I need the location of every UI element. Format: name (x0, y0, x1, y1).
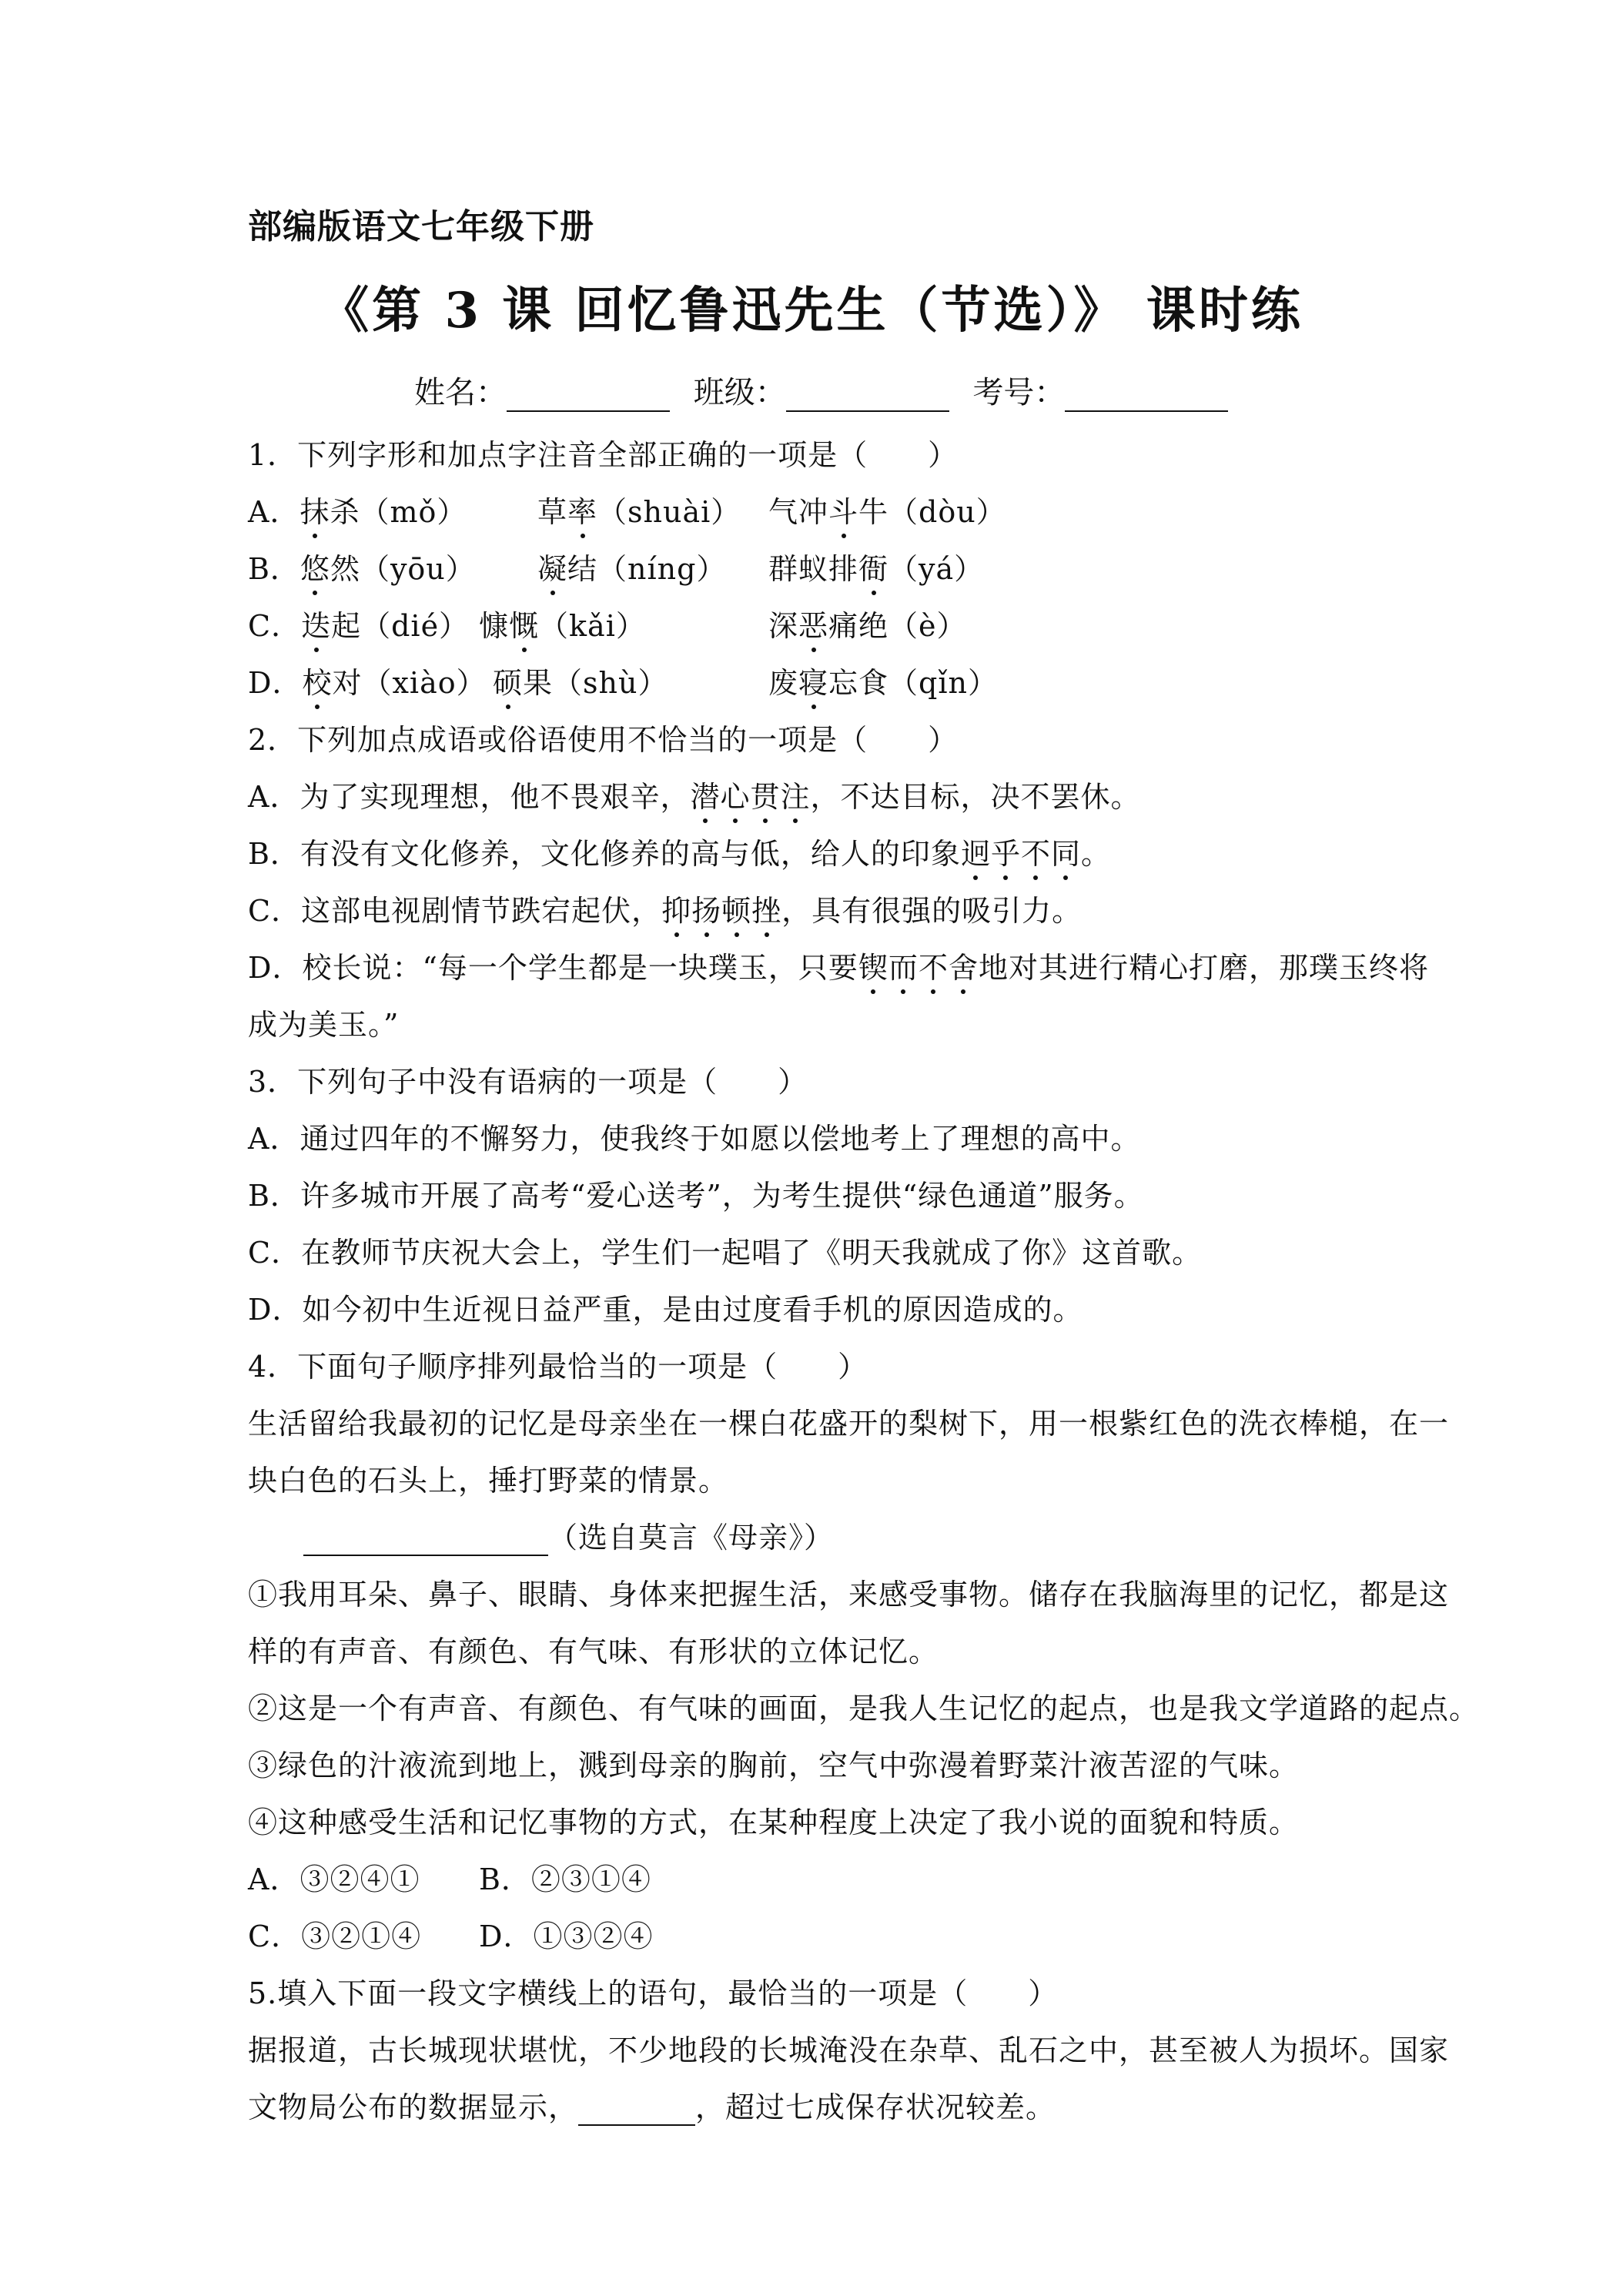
q2-option-c: C．这部电视剧情节跌宕起伏，抑扬顿挫，具有很强的吸引力。 (248, 887, 1082, 929)
q3-option-d: D．如今初中生近视日益严重，是由过度看手机的原因造成的。 (248, 1293, 1083, 1327)
q1-d-part3: 废寝忘食（qǐn） (768, 659, 998, 701)
q1-b-part3: 群蚁排衙（yá） (768, 545, 984, 587)
q3-option-a: A．通过四年的不懈努力，使我终于如愿以偿地考上了理想的高中。 (248, 1122, 1141, 1156)
q1-b-part2: 凝结（níng） (537, 545, 726, 587)
document-title: 《第 3 课 回忆鲁迅先生（节选）》 课时练 (320, 282, 1303, 340)
q3-option-c: C．在教师节庆祝大会上，学生们一起唱了《明天我就成了你》这首歌。 (248, 1236, 1203, 1270)
q4-option-b: B．②③①④ (479, 1863, 651, 1896)
q4-option-c: C．③②①④ (248, 1919, 422, 1953)
emphasis-char: 迥 (961, 830, 991, 872)
q4-passage-line-1: 生活留给我最初的记忆是母亲坐在一棵白花盛开的梨树下，用一根紫红色的洗衣棒槌，在一 (248, 1407, 1450, 1441)
class-blank[interactable] (786, 381, 949, 412)
q1-b-part1: B．悠然（yōu） (248, 545, 476, 587)
q4-option-a: A．③②④① (248, 1863, 420, 1896)
q1-a-part3: 气冲斗牛（dòu） (768, 488, 1006, 530)
q5-stem: 5.填入下面一段文字横线上的语句，最恰当的一项是（ ） (248, 1976, 1059, 2010)
q2-c-idiom (661, 894, 781, 928)
exam-number-label: 考号： (972, 375, 1066, 410)
q1-c-part2: 慷慨（kǎi） (479, 602, 646, 644)
q2-option-b: B．有没有文化修养，文化修养的高与低，给人的印象迥乎不同。 (248, 830, 1111, 872)
q4-sentence-4: ④这种感受生活和记忆事物的方式，在某种程度上决定了我小说的面貌和特质。 (248, 1806, 1300, 1839)
emphasis-char: 乎 (991, 830, 1021, 872)
q4-sentence-3: ③绿色的汁液流到地上，溅到母亲的胸前，空气中弥漫着野菜汁液苦涩的气味。 (248, 1749, 1300, 1782)
emphasis-char: 扬 (691, 887, 721, 929)
emphasis-char: 抑 (661, 887, 691, 929)
emphasis-char: 贯 (750, 773, 780, 815)
emphasis-char: 挫 (751, 887, 781, 929)
q1-d-part1: D．校对（xiào） (248, 659, 487, 701)
q1-a-part2: 草率（shuài） (537, 488, 741, 530)
q2-option-d: D．校长说：“每一个学生都是一块璞玉，只要锲而不舍地对其进行精心打磨，那璞玉终将 (248, 944, 1429, 986)
q4-sentence-2: ②这是一个有声音、有颜色、有气味的画面，是我人生记忆的起点，也是我文学道路的起点。 (248, 1692, 1480, 1725)
q4-answer-line (303, 1514, 834, 1556)
emphasis-char: 心 (720, 773, 750, 815)
emphasis-char: 顿 (721, 887, 751, 929)
emphasis-char: 锲 (858, 944, 888, 986)
emphasis-char: 不 (1021, 830, 1051, 872)
student-info-row (414, 368, 1242, 412)
name-blank[interactable] (507, 381, 670, 412)
class-label: 班级： (693, 375, 786, 410)
emphasis-char: 注 (781, 773, 811, 815)
q4-passage-line-2: 块白色的石头上，捶打野菜的情景。 (248, 1464, 729, 1498)
q4-source: （选自莫言《母亲》） (548, 1521, 835, 1555)
emphasis-char: 潜 (690, 773, 720, 815)
q4-stem: 4．下面句子顺序排列最恰当的一项是（ ） (248, 1350, 868, 1384)
emphasis-char: 不 (919, 944, 949, 986)
q4-blank[interactable] (303, 1527, 548, 1556)
q1-c-part3: 深恶痛绝（è） (768, 602, 967, 644)
q2-a-idiom (690, 780, 810, 814)
q4-sentence-1a: ①我用耳朵、鼻子、眼睛、身体来把握生活，来感受事物。储存在我脑海里的记忆，都是这 (248, 1578, 1450, 1612)
q2-option-a: A．为了实现理想，他不畏艰辛，潜心贯注，不达目标，决不罢休。 (248, 773, 1141, 815)
q5-passage-line-2: 文物局公布的数据显示， ，超过七成保存状况较差。 (248, 2090, 1056, 2124)
q1-d-part2: 硕果（shù） (493, 659, 668, 701)
name-label: 姓名： (414, 375, 507, 410)
q2-d-idiom (858, 951, 979, 985)
emphasis-char: 舍 (949, 944, 979, 986)
q1-stem: 1．下列字形和加点字注音全部正确的一项是（ ） (248, 438, 959, 472)
emphasis-char: 而 (888, 944, 919, 986)
q2-option-d-continued: 成为美玉。” (248, 1008, 400, 1042)
q3-stem: 3．下列句子中没有语病的一项是（ ） (248, 1065, 808, 1099)
q3-option-b: B．许多城市开展了高考“爱心送考”，为考生提供“绿色通道”服务。 (248, 1179, 1144, 1213)
q5-passage-line-1: 据报道，古长城现状堪忧，不少地段的长城淹没在杂草、乱石之中，甚至被人为损坏。国家 (248, 2033, 1450, 2067)
q4-option-d: D．①③②④ (479, 1919, 654, 1953)
q5-blank[interactable] (578, 2097, 695, 2126)
q1-c-part1: C．迭起（dié） (248, 602, 469, 644)
exam-number-blank[interactable] (1065, 381, 1228, 412)
emphasis-char: 同 (1051, 830, 1081, 872)
q2-stem: 2．下列加点成语或俗语使用不恰当的一项是（ ） (248, 723, 959, 757)
q1-a-part1: A．抹杀（mǒ） (248, 488, 467, 530)
document-subtitle: 部编版语文七年级下册 (248, 207, 594, 246)
q2-b-idiom (961, 837, 1081, 871)
q4-sentence-1b: 样的有声音、有颜色、有气味、有形状的立体记忆。 (248, 1635, 939, 1668)
